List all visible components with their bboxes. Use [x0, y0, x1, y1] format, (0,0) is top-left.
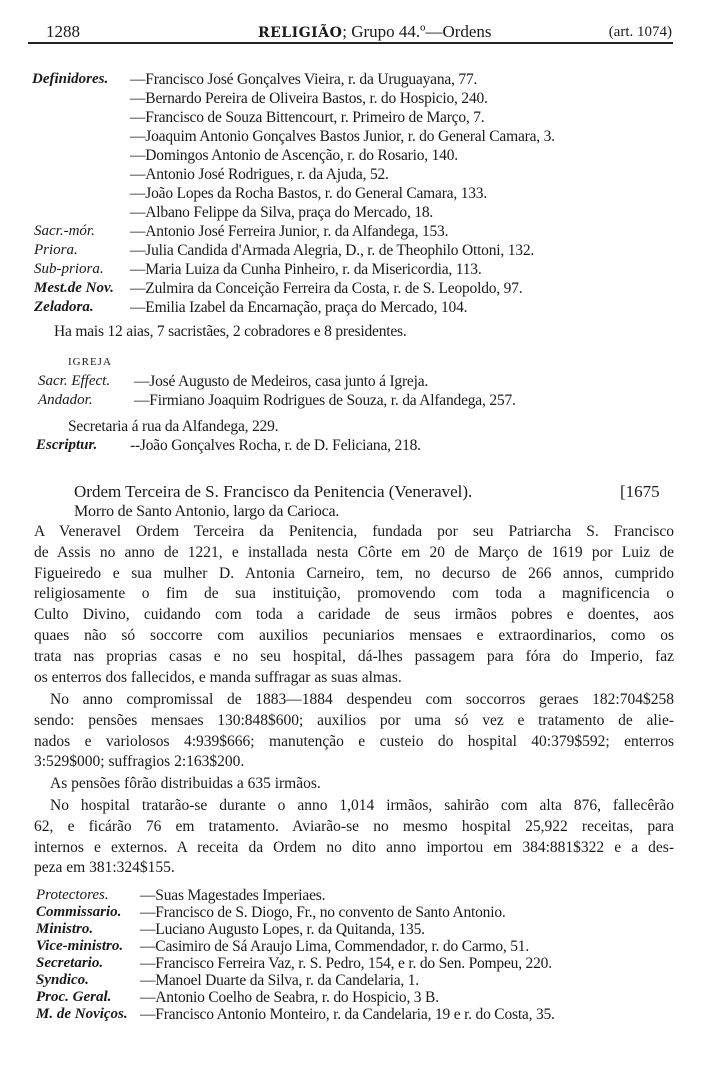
- paragraph-line: religiosamente o fim de sua instituição, promovendo com toda a magnificencia o: [34, 585, 674, 603]
- officer-label: Mest.de Nov.: [34, 280, 114, 296]
- officer-entry: —Casimiro de Sá Araujo Lima, Commendador, r. do Carmo, 51.: [140, 938, 530, 955]
- officer-entry: —Suas Magestades Imperiaes.: [140, 887, 326, 904]
- officer-label: Zeladora.: [34, 299, 94, 315]
- igreja-heading: IGREJA: [68, 356, 112, 368]
- officer-label: Vice-ministro.: [36, 938, 124, 954]
- paragraph-line: internos e externos. A receita da Ordem no dito anno importou em 384:881$322 e a des-: [34, 838, 674, 856]
- officer-label: Sacr.-mór.: [34, 223, 95, 239]
- paragraph-line: No hospital tratarão-se durante o anno 1,014 irmãos, sahirão com alta 876, fallecêrão: [50, 797, 674, 814]
- officer-entry: —Luciano Augusto Lopes, r. da Quitanda, 135.: [140, 921, 425, 938]
- paragraph-line: 62, e ficárão 76 em tratamento. Aviarão-se no mesmo hospital 25,922 receitas, para: [34, 817, 674, 835]
- ordem-location: Morro de Santo Antonio, largo da Carioca.: [74, 503, 340, 520]
- definidor-entry: —Bernardo Pereira de Oliveira Bastos, r. do Hospicio, 240.: [130, 90, 488, 107]
- officer-entry: —Francisco de S. Diogo, Fr., no convento de Santo Antonio.: [140, 904, 506, 921]
- section-title-main: RELIGIÃO: [258, 25, 343, 41]
- paragraph-line: os enterros dos fallecidos, e manda suffragar as suas almas.: [34, 668, 402, 686]
- igreja-entry: —José Augusto de Medeiros, casa junto á Igreja.: [134, 373, 429, 390]
- officer-label: Commissario.: [36, 904, 122, 920]
- paragraph-line: 3:529$000; suffragios 2:163$200.: [34, 753, 245, 771]
- paragraph-line: A Veneravel Ordem Terceira da Penitencia, fundada por seu Patriarcha S. Francisco: [34, 523, 674, 540]
- officer-label: Syndico.: [36, 972, 89, 988]
- definidores-label: Definidores.: [32, 71, 109, 87]
- section-title: [258, 22, 492, 42]
- officer-label: Secretario.: [36, 955, 104, 971]
- definidor-entry: —Antonio José Rodrigues, r. da Ajuda, 52.: [130, 166, 389, 183]
- definidor-entry: —João Lopes da Rocha Bastos, r. do General Camara, 133.: [130, 185, 488, 202]
- page-number: 1288: [46, 22, 80, 41]
- igreja-label: Andador.: [38, 392, 93, 408]
- officer-entry: —Zulmira da Conceição Ferreira da Costa, r. de S. Leopoldo, 97.: [130, 280, 523, 297]
- paragraph-history: [34, 522, 674, 688]
- officer-entry: —Francisco Ferreira Vaz, r. S. Pedro, 154, e r. do Sen. Pompeu, 220.: [140, 955, 552, 972]
- paragraph-line: nados e variolosos 4:939$666; manutenção e custeio do hospital 40:379$592; enterros: [34, 732, 674, 750]
- officer-label: Priora.: [34, 242, 78, 258]
- officer-label: Sub-priora.: [34, 261, 104, 277]
- running-header: [32, 20, 672, 44]
- paragraph-line: peza em 381:324$155.: [34, 859, 175, 877]
- paragraph-pensions: [34, 774, 674, 795]
- paragraph-line: quaes não só soccorre com auxilios pecuniarios mensaes e extraordinarios, como os: [34, 626, 674, 644]
- paragraph-line: Culto Divino, cuidando com toda a caridade de seus irmãos pobres e doentes, aos: [34, 606, 674, 624]
- officer-label: Protectores.: [36, 887, 109, 903]
- officer-entry: —Antonio José Ferreira Junior, r. da Alfandega, 153.: [130, 223, 449, 240]
- ordem-number: [1675: [620, 482, 660, 501]
- igreja-label: Sacr. Effect.: [38, 373, 111, 389]
- definidor-entry: —Francisco José Gonçalves Vieira, r. da Uruguayana, 77.: [130, 71, 478, 88]
- officer-label: M. de Noviços.: [36, 1006, 128, 1022]
- igreja-entry: —Firmiano Joaquim Rodrigues de Souza, r. da Alfandega, 257.: [134, 392, 516, 409]
- paragraph-line: sendo: pensões mensaes 130:848$600; auxilios por uma só vez e tratamento de alie-: [34, 711, 674, 729]
- definidor-entry: —Francisco de Souza Bittencourt, r. Primeiro de Março, 7.: [130, 109, 485, 126]
- definidor-entry: —Domingos Antonio de Ascenção, r. do Rosario, 140.: [130, 147, 458, 164]
- officer-entry: —Emilia Izabel da Encarnação, praça do Mercado, 104.: [130, 299, 468, 316]
- paragraph-hospital: [34, 796, 674, 879]
- secretaria-address: Secretaria á rua da Alfandega, 229.: [68, 418, 279, 435]
- officer-entry: —Manoel Duarte da Silva, r. da Candelaria, 1.: [140, 972, 419, 989]
- definidor-entry: —Joaquim Antonio Gonçalves Bastos Junior, r. do General Camara, 3.: [130, 128, 555, 145]
- officer-entry: —Antonio Coelho de Seabra, r. do Hospicio, 3 B.: [140, 989, 439, 1006]
- escriptur-entry: --João Gonçalves Rocha, r. de D. Feliciana, 218.: [130, 437, 421, 454]
- officer-label: Proc. Geral.: [36, 989, 112, 1005]
- escriptur-label: Escriptur.: [36, 437, 98, 453]
- officer-entry: —Maria Luiza da Cunha Pinheiro, r. da Misericordia, 113.: [130, 261, 482, 278]
- paragraph-expenses: [34, 690, 674, 773]
- article-reference: (art. 1074): [608, 24, 672, 40]
- section-subtitle: ; Grupo 44.º—Ordens: [342, 22, 492, 41]
- paragraph-line: trata nas proprias casas e no seu hospital, dá-lhes passagem para fóra do Imperio, faz: [34, 647, 674, 665]
- officer-entry: —Francisco Antonio Monteiro, r. da Candelaria, 19 e r. do Costa, 35.: [140, 1006, 555, 1023]
- officer-entry: —Julia Candida d'Armada Alegria, D., r. de Theophilo Ottoni, 132.: [130, 242, 535, 259]
- officer-label: Ministro.: [36, 921, 94, 937]
- ordem-title: Ordem Terceira de S. Francisco da Penitencia (Veneravel).: [74, 482, 473, 501]
- extra-staff-note: Ha mais 12 aias, 7 sacristães, 2 cobradores e 8 presidentes.: [54, 323, 407, 340]
- paragraph-line: No anno compromissal de 1883—1884 despendeu com soccorros geraes 182:704$258: [50, 691, 674, 708]
- paragraph-line: Figueiredo e sua mulher D. Antonia Carneiro, tem, no decurso de 266 annos, cumprido: [34, 564, 674, 582]
- paragraph-line: As pensões fôrão distribuidas a 635 irmãos.: [50, 775, 321, 792]
- header-rule: [28, 42, 673, 44]
- definidor-entry: —Albano Felippe da Silva, praça do Mercado, 18.: [130, 204, 434, 221]
- paragraph-line: de Assis no anno de 1221, e installada nesta Côrte em 20 de Março de 1619 por Luiz de: [34, 543, 674, 561]
